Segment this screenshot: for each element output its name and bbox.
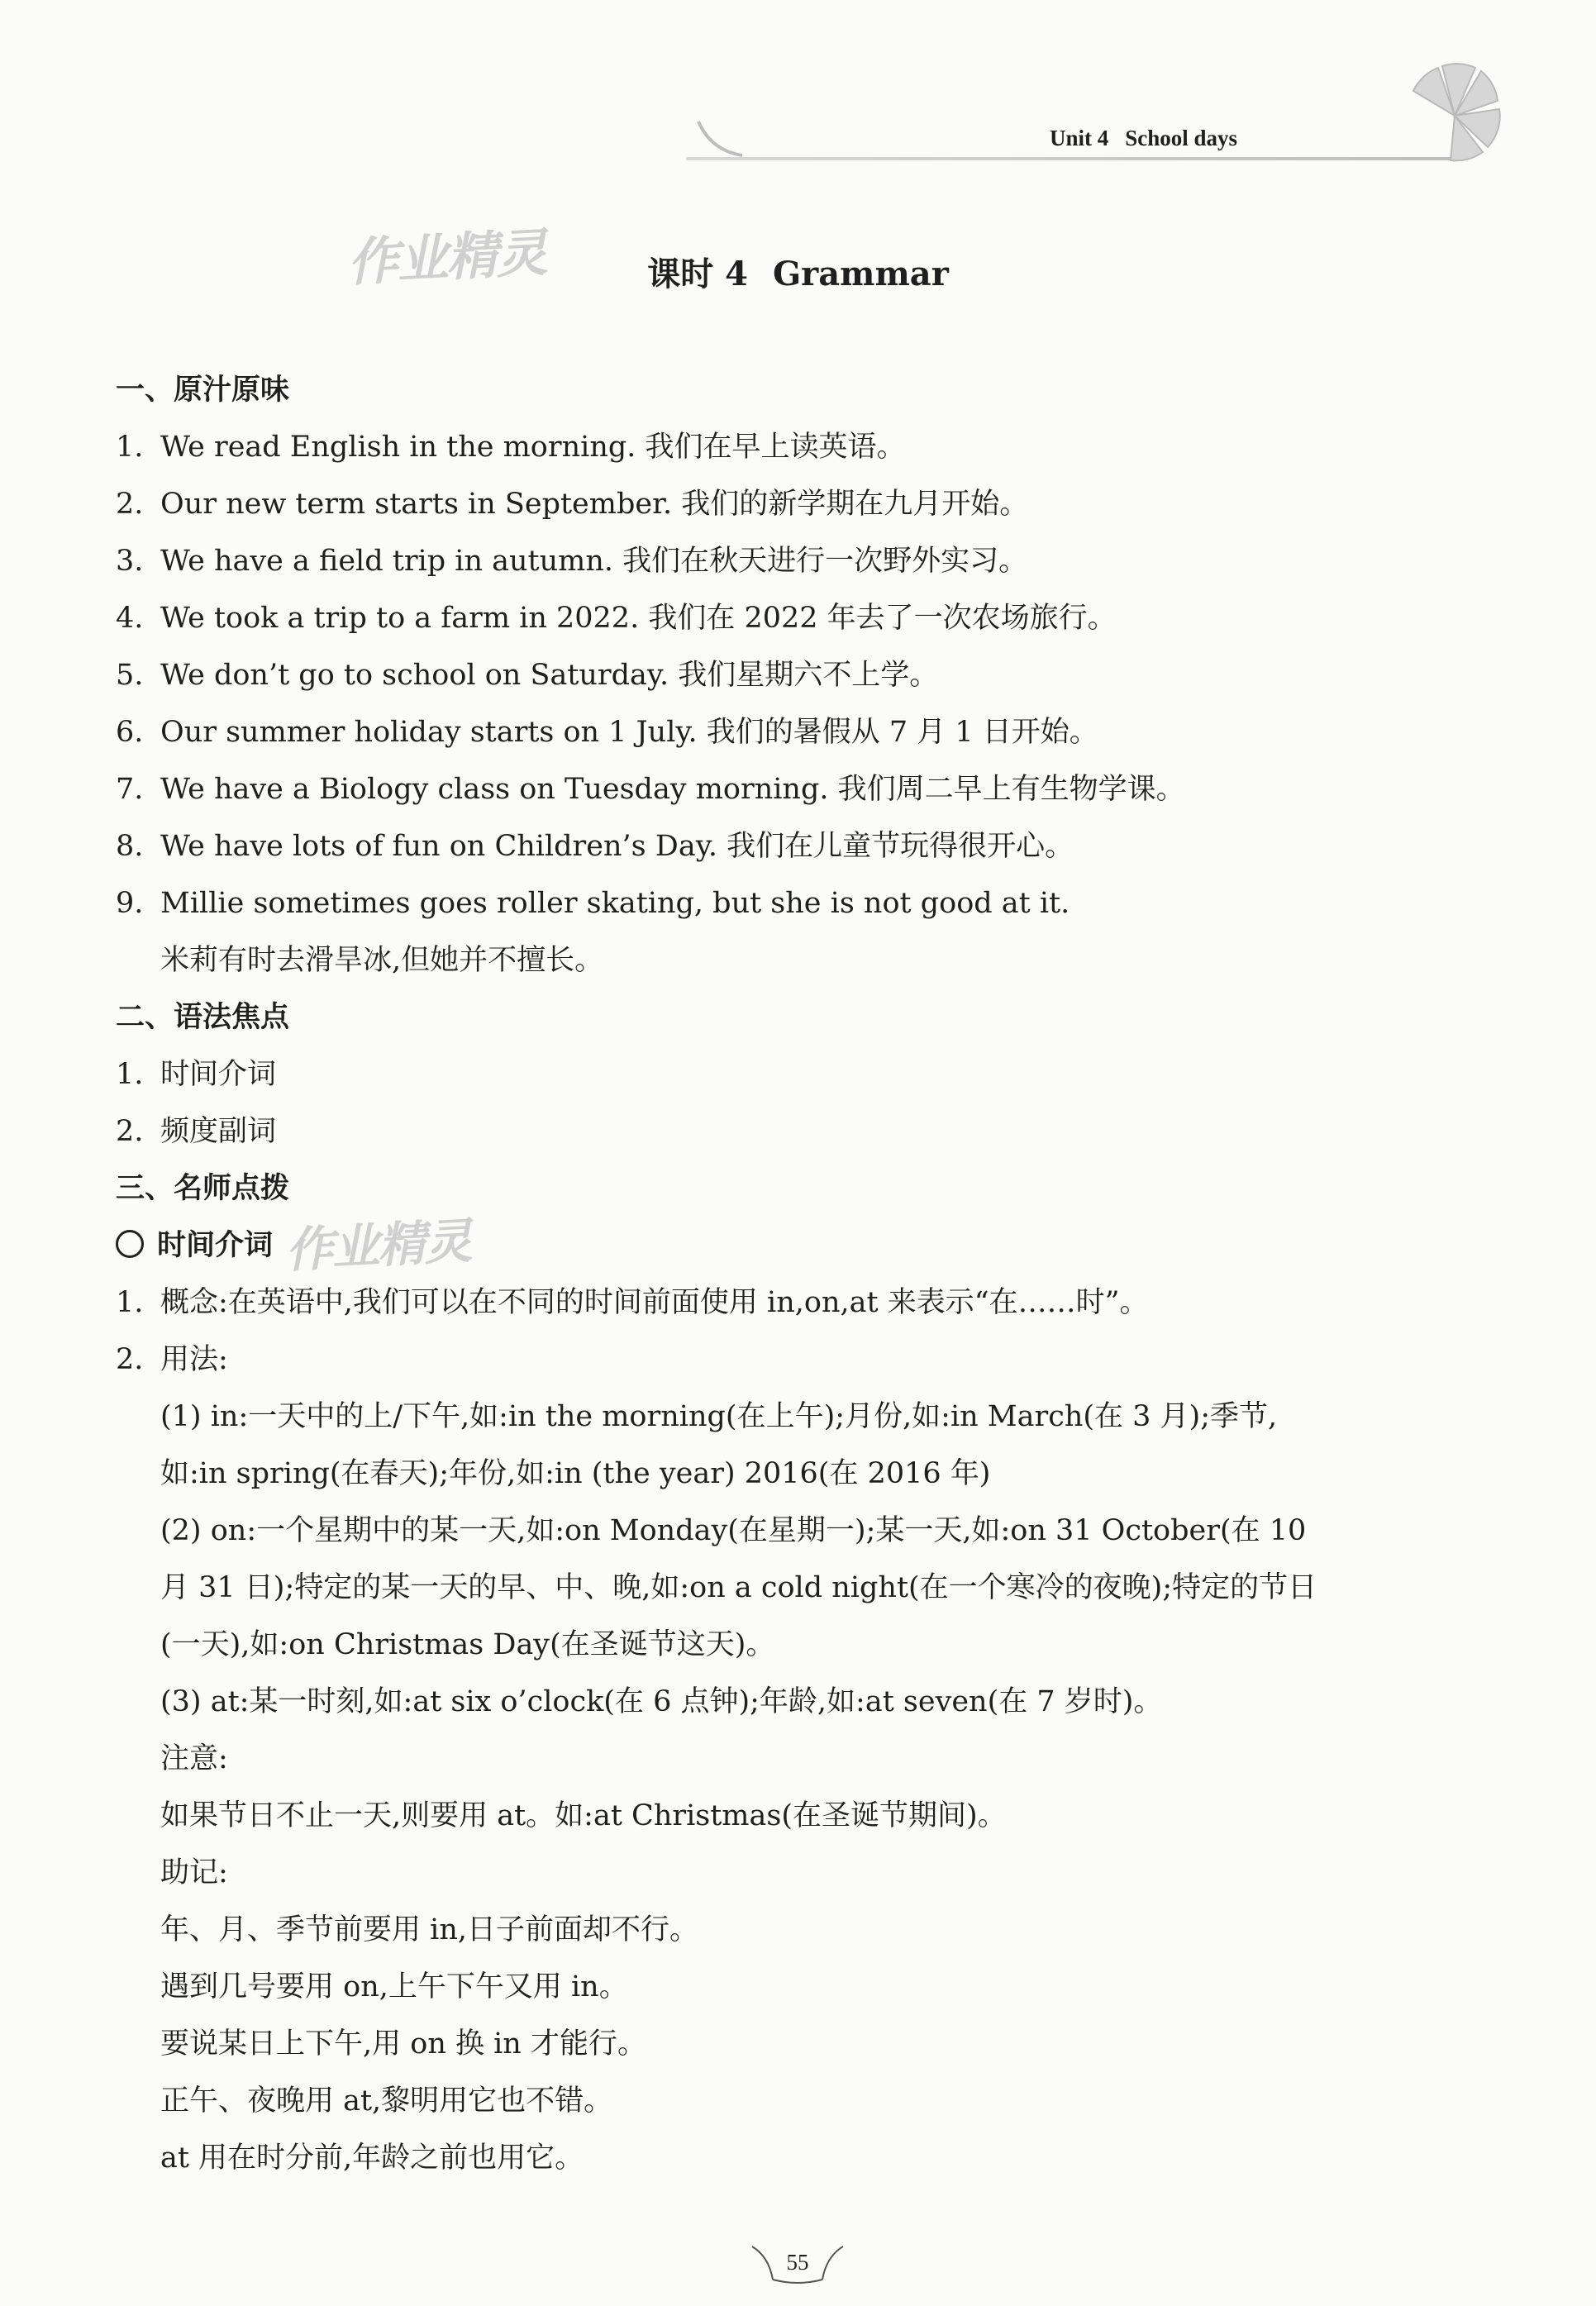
example-item xyxy=(116,647,1471,704)
section-heading-1: 一、原汁原味 xyxy=(116,374,290,407)
item-text: We have lots of fun on Children’s Day. 我们在儿童节玩得很开心。 xyxy=(160,830,1074,863)
item-text: Millie sometimes goes roller skating, but she is not good at it. xyxy=(160,887,1070,920)
usage-at-line-1: (3) at:某一时刻,如:at six o’clock(在 6 点钟);年龄,如:at seven(在 7 岁时)。 xyxy=(160,1685,1163,1718)
item-number: 9. xyxy=(116,887,144,920)
example-translation: 米莉有时去滑旱冰,但她并不擅长。 xyxy=(160,944,604,977)
page-number: 55 xyxy=(786,2250,809,2275)
example-item xyxy=(116,476,1471,533)
mnemonic-line: at 用在时分前,年龄之前也用它。 xyxy=(160,2142,584,2175)
item-text: We have a Biology class on Tuesday morning. 我们周二早上有生物学课。 xyxy=(160,773,1185,806)
example-item xyxy=(116,875,1471,932)
fan-ornament-icon xyxy=(1405,58,1504,165)
example-item xyxy=(116,818,1471,875)
item-text: Our new term starts in September. 我们的新学期在九月开始。 xyxy=(160,488,1029,521)
item-number: 2. xyxy=(116,1343,144,1376)
usage-on-line-3: (一天),如:on Christmas Day(在圣诞节这天)。 xyxy=(160,1628,775,1661)
lesson-topic: Grammar xyxy=(772,255,949,293)
item-number: 2. xyxy=(116,488,144,521)
item-number: 1. xyxy=(116,431,144,464)
usage-in-line-2: 如:in spring(在春天);年份,如:in (the year) 2016(在 2016 年) xyxy=(160,1457,991,1490)
note-text: 如果节日不止一天,则要用 at。如:at Christmas(在圣诞节期间)。 xyxy=(160,1799,1007,1832)
item-number: 6. xyxy=(116,716,144,749)
item-number: 2. xyxy=(116,1115,144,1148)
lesson-label: 课时 4 xyxy=(647,255,748,293)
section-heading-2: 二、语法焦点 xyxy=(116,1001,290,1034)
header-rule xyxy=(686,157,1455,160)
header-text xyxy=(1050,126,1237,151)
item-text: We have a field trip in autumn. 我们在秋天进行一次野外实习。 xyxy=(160,545,1028,578)
example-item xyxy=(116,704,1471,761)
usage-on-line-1: (2) on:一个星期中的某一天,如:on Monday(在星期一);某一天,如:on 31 October(在 10 xyxy=(160,1514,1307,1547)
item-number: 4. xyxy=(116,602,144,635)
section-heading-3: 三、名师点拨 xyxy=(116,1172,290,1205)
mnemonic-line: 年、月、季节前要用 in,日子前面却不行。 xyxy=(160,1913,698,1946)
item-text: 频度副词 xyxy=(160,1115,277,1148)
watermark-2: 作业精灵 xyxy=(283,1213,472,1279)
header-title: School days xyxy=(1125,126,1238,150)
item-text: We read English in the morning. 我们在早上读英语。 xyxy=(160,431,906,464)
mnemonic-line: 要说某日上下午,用 on 换 in 才能行。 xyxy=(160,2027,646,2061)
usage-in-line-1: (1) in:一天中的上/下午,如:in the morning(在上午);月份,如:in March(在 3 月);季节, xyxy=(160,1400,1278,1433)
main-content xyxy=(116,362,1471,2187)
item-number: 7. xyxy=(116,773,144,806)
example-item xyxy=(116,419,1471,476)
item-text: 时间介词 xyxy=(160,1058,277,1091)
item-number: 5. xyxy=(116,659,144,692)
item-text: We took a trip to a farm in 2022. 我们在 2022 年去了一次农场旅行。 xyxy=(160,602,1117,635)
tips-subheading-text: 时间介词 xyxy=(157,1229,274,1262)
item-text: 用法: xyxy=(160,1343,228,1376)
example-item xyxy=(116,761,1471,818)
item-number: 1. xyxy=(116,1058,144,1091)
item-number: 8. xyxy=(116,830,144,863)
usage-on-line-2: 月 31 日);特定的某一天的早、中、晚,如:on a cold night(在一个寒冷的夜晚);特定的节日 xyxy=(160,1571,1317,1604)
watermark: 作业精灵 xyxy=(345,222,548,293)
mnemonic-label: 助记: xyxy=(160,1856,228,1889)
item-number: 3. xyxy=(116,545,144,578)
header-swoosh-icon xyxy=(694,117,744,159)
header-unit: Unit 4 xyxy=(1050,126,1109,150)
focus-item xyxy=(116,1046,1471,1103)
item-text: Our summer holiday starts on 1 July. 我们的暑假从 7 月 1 日开始。 xyxy=(160,716,1098,749)
mnemonic-line: 遇到几号要用 on,上午下午又用 in。 xyxy=(160,1970,628,2003)
note-label: 注意: xyxy=(160,1742,228,1775)
mnemonic-line: 正午、夜晚用 at,黎明用它也不错。 xyxy=(160,2084,613,2118)
item-number: 1. xyxy=(116,1286,144,1319)
concept-item xyxy=(116,1274,1471,1332)
page-title xyxy=(0,248,1596,295)
tips-subheading xyxy=(116,1217,1471,1274)
example-item xyxy=(116,590,1471,647)
item-text: 概念:在英语中,我们可以在不同的时间前面使用 in,on,at 来表示“在……时”。 xyxy=(160,1286,1149,1319)
item-text: We don’t go to school on Saturday. 我们星期六不上学。 xyxy=(160,659,939,692)
usage-item xyxy=(116,1332,1471,1389)
circle-bullet-icon xyxy=(116,1230,144,1258)
focus-item xyxy=(116,1103,1471,1160)
example-item xyxy=(116,533,1471,590)
running-header xyxy=(686,116,1463,174)
